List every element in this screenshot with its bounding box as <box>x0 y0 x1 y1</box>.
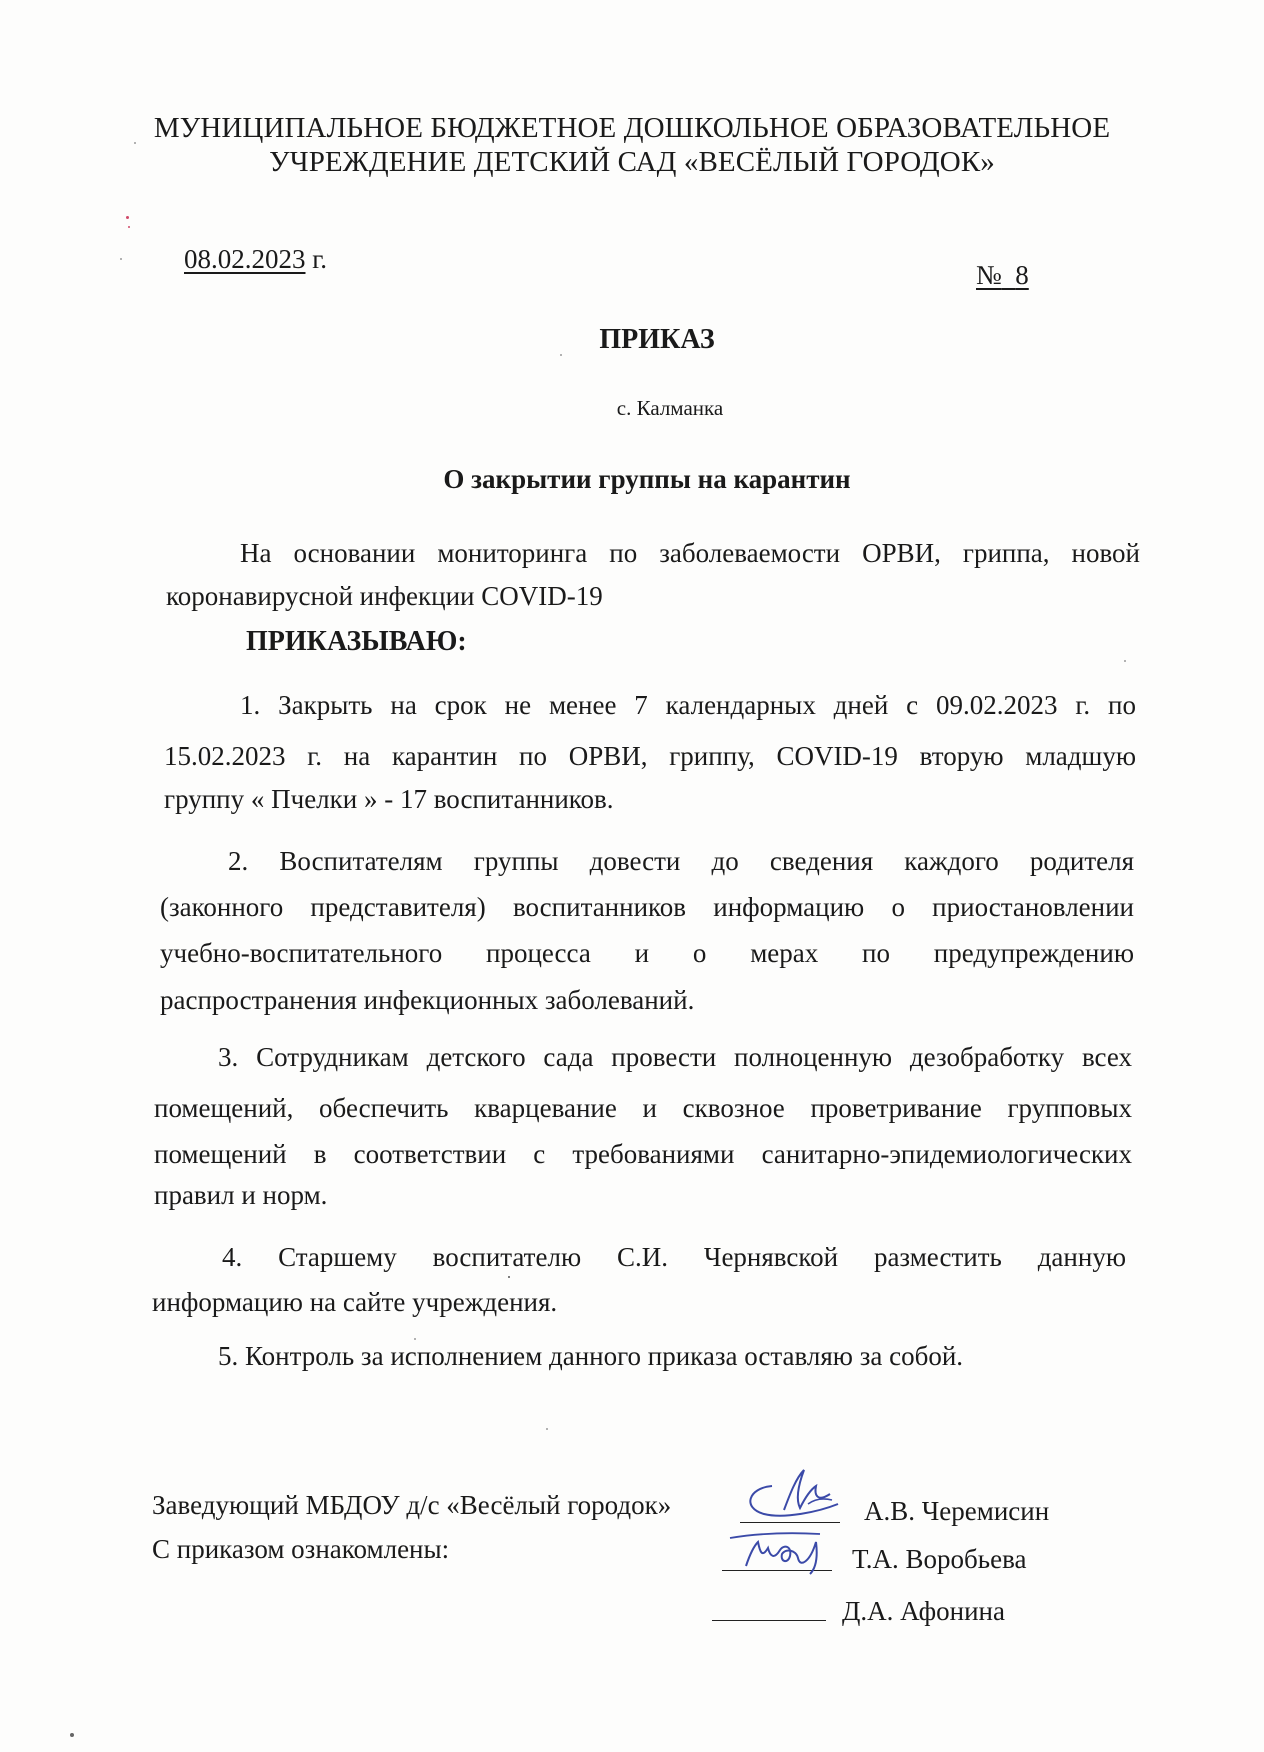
signature-line-afonina <box>712 1620 826 1621</box>
head-handwritten-signature <box>738 1464 848 1526</box>
order-keyword: ПРИКАЗЫВАЮ: <box>246 626 467 657</box>
intro-line-1: На основании мониторинга по заболеваемости ОРВИ, гриппа, новой <box>240 538 1140 568</box>
item-2-line-1: 2. Воспитателям группы довести до сведения каждого родителя <box>228 846 1134 876</box>
intro-line-2: коронавирусной инфекции COVID-19 <box>166 581 603 611</box>
order-date: 08.02.2023 <box>184 244 306 274</box>
vorobyeva-handwritten-signature <box>724 1528 842 1576</box>
item-2-line-2: (законного представителя) воспитанников информацию о приостановлении <box>160 892 1134 922</box>
item-4-line-2: информацию на сайте учреждения. <box>152 1287 558 1317</box>
head-name: А.В. Черемисин <box>864 1496 1050 1526</box>
signer-name-afonina: Д.А. Афонина <box>842 1596 1005 1626</box>
item-3-line-3: помещений в соответствии с требованиями санитарно-эпидемиологических <box>154 1139 1132 1169</box>
head-position-label: Заведующий МБДОУ д/с «Весёлый городок» <box>152 1490 672 1520</box>
document-title: ПРИКАЗ <box>599 324 715 355</box>
scan-speck <box>128 226 130 228</box>
item-1-line-1: 1. Закрыть на срок не менее 7 календарных дней с 09.02.2023 г. по <box>240 690 1136 720</box>
order-date-block <box>184 242 327 276</box>
scan-speck <box>508 1276 510 1278</box>
org-name-line-1: МУНИЦИПАЛЬНОЕ БЮДЖЕТНОЕ ДОШКОЛЬНОЕ ОБРАЗОВАТЕЛЬНОЕ <box>153 112 1111 144</box>
item-2-line-4: распространения инфекционных заболеваний. <box>160 985 695 1015</box>
item-5-line-1: 5. Контроль за исполнением данного приказа оставляю за собой. <box>218 1341 964 1371</box>
scan-speck <box>126 216 129 219</box>
document-place: с. Калманка <box>616 396 724 420</box>
scan-speck <box>70 1733 74 1737</box>
item-3-line-4: правил и норм. <box>154 1180 328 1210</box>
order-number-block <box>976 258 1029 292</box>
order-date-suffix: г. <box>305 244 328 274</box>
scan-speck <box>560 354 562 356</box>
scan-speck <box>546 1428 548 1430</box>
order-number-label: № <box>976 260 1002 290</box>
item-3-line-1: 3. Сотрудникам детского сада провести полноценную дезобработку всех <box>218 1042 1132 1072</box>
item-4-line-1: 4. Старшему воспитателю С.И. Чернявской разместить данную <box>222 1242 1126 1272</box>
org-name-line-2: УЧРЕЖДЕНИЕ ДЕТСКИЙ САД «ВЕСЁЛЫЙ ГОРОДОК» <box>269 146 995 178</box>
scan-speck <box>134 142 136 144</box>
document-subject: О закрытии группы на карантин <box>443 464 851 494</box>
scan-speck <box>1124 660 1126 662</box>
signer-name-vorobyeva: Т.А. Воробьева <box>852 1544 1027 1574</box>
acquainted-label: С приказом ознакомлены: <box>152 1534 450 1564</box>
order-number: 8 <box>1015 260 1029 290</box>
scan-speck <box>414 1338 416 1340</box>
scan-speck <box>120 258 122 260</box>
item-3-line-2: помещений, обеспечить кварцевание и сквозное проветривание групповых <box>154 1093 1132 1123</box>
item-1-line-2: 15.02.2023 г. на карантин по ОРВИ, гриппу, COVID-19 вторую младшую <box>164 741 1136 771</box>
item-2-line-3: учебно-воспитательного процесса и о мерах по предупреждению <box>160 938 1134 968</box>
item-1-line-3: группу « Пчелки » - 17 воспитанников. <box>164 784 614 814</box>
